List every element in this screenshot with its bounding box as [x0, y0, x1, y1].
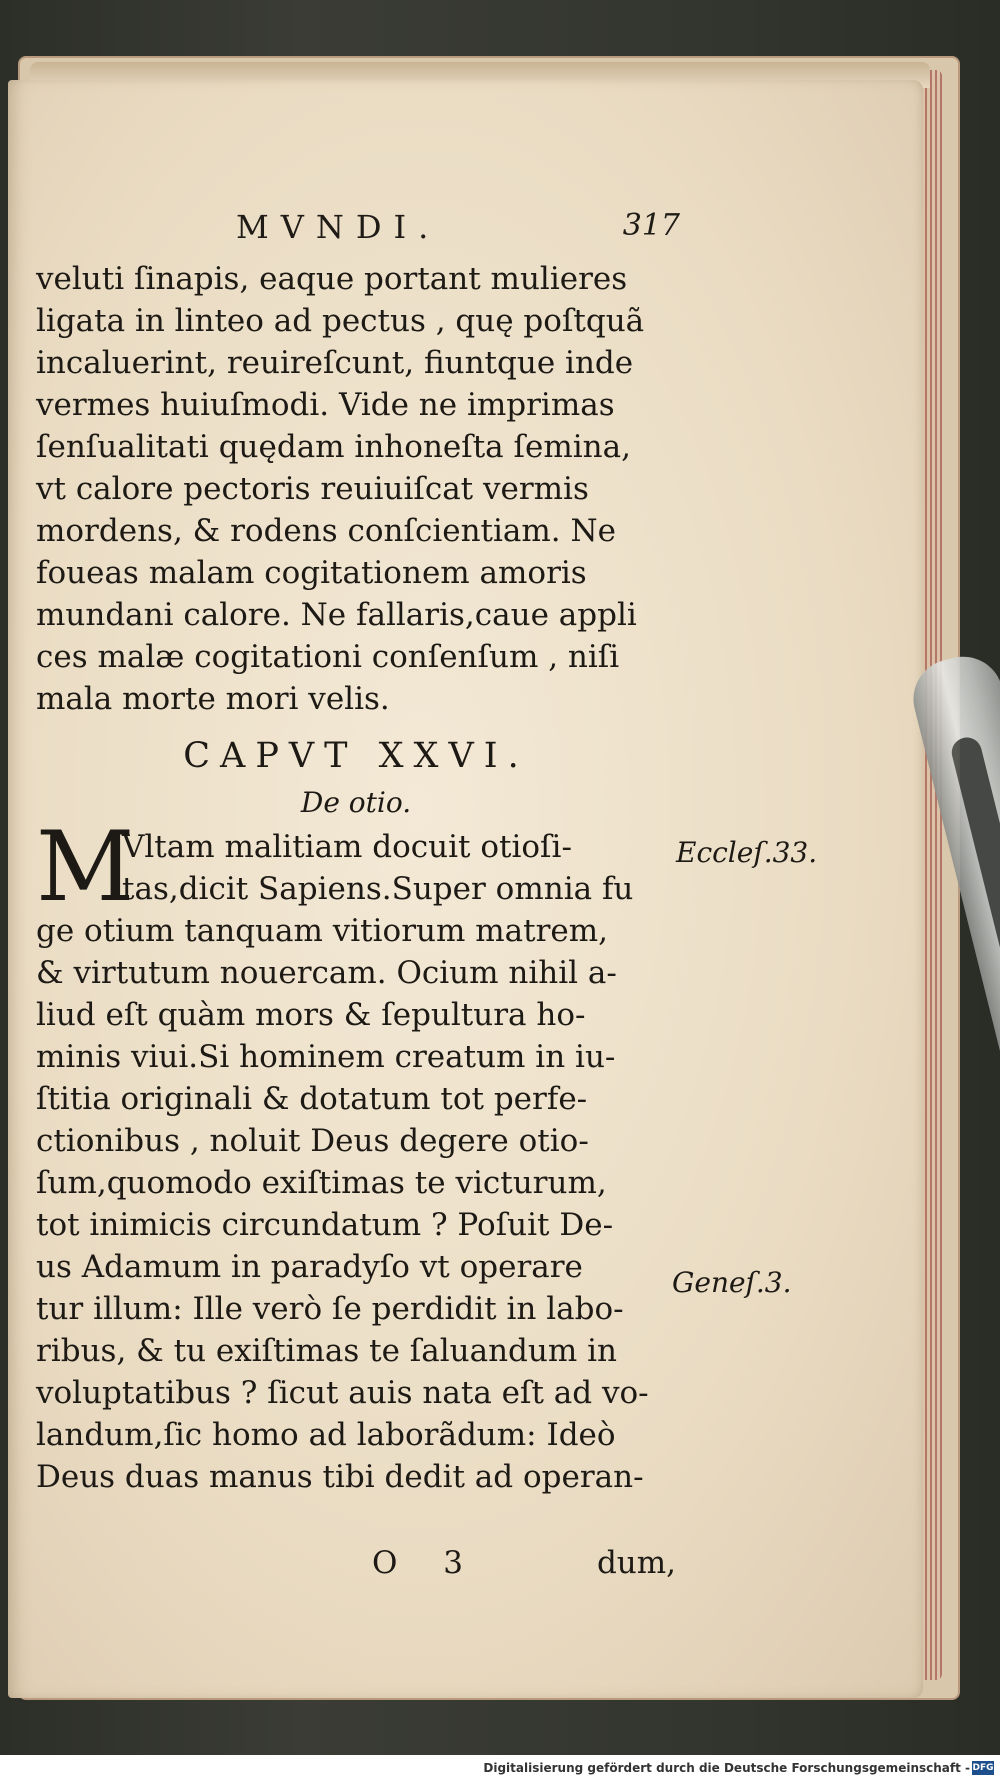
page-number: 317	[622, 208, 680, 243]
text-line: ctionibus , noluit Deus degere otio-	[36, 1123, 589, 1159]
text-line: voluptatibus ? ſicut auis nata eſt ad vo-	[36, 1375, 649, 1411]
text-line: ces malæ cogitationi conſenſum , niſi	[36, 639, 620, 675]
text-line: us Adamum in paradyſo vt operare	[36, 1249, 583, 1285]
dfg-logo-icon: DFG	[972, 1763, 994, 1773]
text-line: liud eſt quàm mors & ſepultura ho-	[36, 997, 586, 1033]
margin-note-genesis: Geneſ.3.	[672, 1266, 792, 1299]
catchword: dum,	[596, 1545, 676, 1581]
drop-cap: M	[36, 811, 135, 923]
text-line: mordens, & rodens conſcientiam. Ne	[36, 513, 616, 549]
page-edges	[920, 70, 942, 1680]
text-line: tur illum: Ille verò ſe perdidit in labo-	[36, 1291, 624, 1327]
text-line: ligata in linteo ad pectus , quę poſtquã	[36, 303, 645, 339]
text-line: vermes huiuſmodi. Vide ne imprimas	[36, 387, 615, 423]
text-line: mala morte mori velis.	[36, 681, 390, 717]
text-line: veluti ſinapis, eaque portant mulieres	[36, 261, 628, 297]
text-line: ribus, & tu exiſtimas te ſaluandum in	[36, 1333, 617, 1369]
text-line: ſenſualitati quędam inhoneſta ſemina,	[36, 429, 631, 465]
page-header	[36, 208, 680, 258]
chapter-subtitle: De otio.	[300, 786, 412, 819]
text-line: vt calore pectoris reuiuiſcat vermis	[36, 471, 589, 507]
text-line: incaluerint, reuireſcunt, fiuntque inde	[36, 345, 634, 381]
text-line: foueas malam cogitationem amoris	[36, 555, 587, 591]
text-line: tas,dicit Sapiens.Super omnia fu	[122, 871, 634, 907]
text-line: mundani calore. Ne fallaris,caue appli	[36, 597, 637, 633]
funding-credit: Digitalisierung gefördert durch die Deutsche Forschungsgemeinschaft -	[483, 1761, 970, 1775]
text-line: & virtutum nouercam. Ocium nihil a-	[36, 955, 617, 991]
chapter-title: CAPVT XXVI.	[183, 736, 529, 776]
credit-bar	[0, 1755, 1000, 1783]
text-line: landum,ſic homo ad laborãdum: Ideò	[36, 1417, 616, 1453]
text-line: Vltam malitiam docuit otioſi-	[122, 829, 572, 865]
running-head: MVNDI.	[236, 208, 441, 246]
text-line: ſum,quomodo exiſtimas te victurum,	[36, 1165, 607, 1201]
signature-mark: O 3	[372, 1545, 481, 1581]
text-line: tot inimicis circundatum ? Poſuit De-	[36, 1207, 614, 1243]
text-line: ge otium tanquam vitiorum matrem,	[36, 913, 608, 949]
text-line: Deus duas manus tibi dedit ad operan-	[36, 1459, 644, 1495]
margin-note-ecclesiasticus: Eccleſ.33.	[676, 836, 818, 869]
text-line: minis viui.Si hominem creatum in iu-	[36, 1039, 616, 1075]
text-line: ſtitia originali & dotatum tot perfe-	[36, 1081, 588, 1117]
page-footer	[36, 1545, 676, 1589]
